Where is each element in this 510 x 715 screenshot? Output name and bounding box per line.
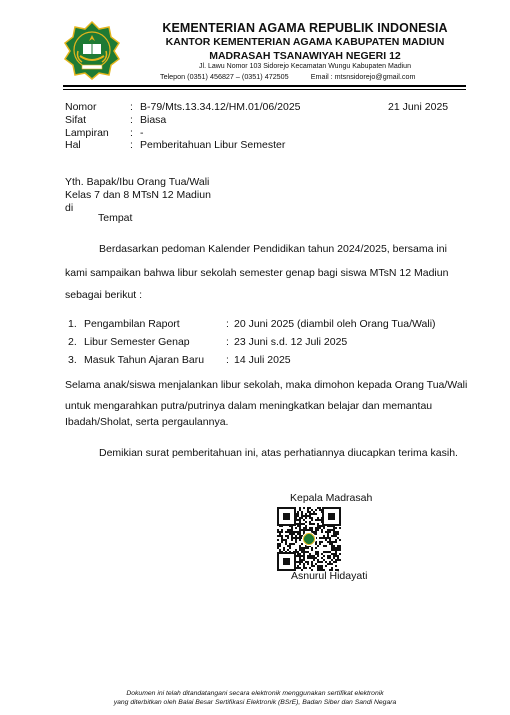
item-colon: :	[226, 336, 229, 348]
item-colon: :	[226, 318, 229, 330]
letter-date: 21 Juni 2025	[388, 101, 449, 113]
signatory-title: Kepala Madrasah	[290, 492, 373, 504]
meta-hal	[65, 139, 285, 151]
recipient-line-1: Yth. Bapak/Ibu Orang Tua/Wali	[65, 176, 210, 188]
intro-line-1: Berdasarkan pedoman Kalender Pendidikan tahun 2024/2025, bersama ini	[99, 243, 447, 255]
header-rule-thick	[63, 85, 466, 87]
meta-nomor	[65, 101, 301, 113]
item-value: 23 Juni s.d. 12 Juli 2025	[234, 336, 348, 348]
intro-line-3: sebagai berikut :	[65, 289, 143, 301]
meta-colon: :	[130, 101, 133, 113]
meta-value: Biasa	[140, 114, 167, 126]
meta-label: Lampiran	[65, 127, 109, 139]
meta-label: Sifat	[65, 114, 87, 126]
item-number: 2.	[68, 336, 77, 348]
qr-code	[277, 507, 341, 571]
item-label: Masuk Tahun Ajaran Baru	[84, 354, 205, 366]
recipient-line-2: Kelas 7 dan 8 MTsN 12 Madiun	[65, 189, 211, 201]
phone-text: Telepon (0351) 456827 – (0351) 472505	[160, 72, 289, 81]
para2-line-2: untuk mengarahkan putra/putrinya dalam meningkatkan belajar dan memantau	[65, 400, 433, 412]
para2-line-3: Ibadah/Sholat, serta pergaulannya.	[65, 416, 229, 428]
contact-line	[160, 72, 415, 81]
meta-label: Nomor	[65, 101, 97, 113]
school-title: MADRASAH TSANAWIYAH NEGERI 12	[209, 50, 401, 62]
meta-value: B-79/Mts.13.34.12/HM.01/06/2025	[140, 101, 301, 113]
item-label: Libur Semester Genap	[84, 336, 190, 348]
meta-lampiran	[65, 127, 144, 139]
ministry-logo	[62, 20, 122, 80]
para2-line-1: Selama anak/siswa menjalankan libur sekolah, maka dimohon kepada Orang Tua/Wali	[65, 379, 468, 391]
meta-sifat	[65, 114, 166, 126]
item-label: Pengambilan Raport	[84, 318, 180, 330]
item-number: 3.	[68, 354, 77, 366]
schedule-item	[68, 318, 436, 330]
signatory-name: Asnurul Hidayati	[291, 570, 368, 582]
ministry-title: KEMENTERIAN AGAMA REPUBLIK INDONESIA	[162, 21, 448, 35]
meta-colon: :	[130, 139, 133, 151]
closing-line: Demikian surat pemberitahuan ini, atas perhatiannya diucapkan terima kasih.	[99, 447, 458, 459]
footer-line-1: Dokumen ini telah ditandatangani secara elektronik menggunakan sertifikat elektronik	[126, 690, 384, 697]
schedule-item	[68, 354, 291, 366]
footer-line-2: yang diterbitkan oleh Balai Besar Sertifikasi Elektronik (BSrE), Badan Siber dan Sandi Negara	[113, 699, 397, 706]
item-value: 20 Juni 2025 (diambil oleh Orang Tua/Wali)	[234, 318, 436, 330]
item-number: 1.	[68, 318, 77, 330]
office-title: KANTOR KEMENTERIAN AGAMA KABUPATEN MADIUN	[165, 36, 445, 48]
meta-label: Hal	[65, 139, 81, 151]
item-colon: :	[226, 354, 229, 366]
meta-colon: :	[130, 127, 133, 139]
schedule-item	[68, 336, 347, 348]
footer-note	[60, 689, 450, 707]
header-rule-thin	[63, 89, 466, 90]
meta-colon: :	[130, 114, 133, 126]
recipient-line-3: di	[65, 202, 74, 214]
meta-value: Pemberitahuan Libur Semester	[140, 139, 286, 151]
intro-line-2: kami sampaikan bahwa libur sekolah semester genap bagi siswa MTsN 12 Madiun	[65, 267, 449, 279]
email-text: Email : mtsnsidorejo@gmail.com	[310, 72, 416, 81]
item-value: 14 Juli 2025	[234, 354, 291, 366]
meta-value: -	[140, 127, 144, 139]
recipient-line-4: Tempat	[98, 212, 133, 224]
school-address: Jl. Lawu Nomor 103 Sidorejo Kecamatan Wungu Kabupaten Madiun	[199, 63, 411, 70]
